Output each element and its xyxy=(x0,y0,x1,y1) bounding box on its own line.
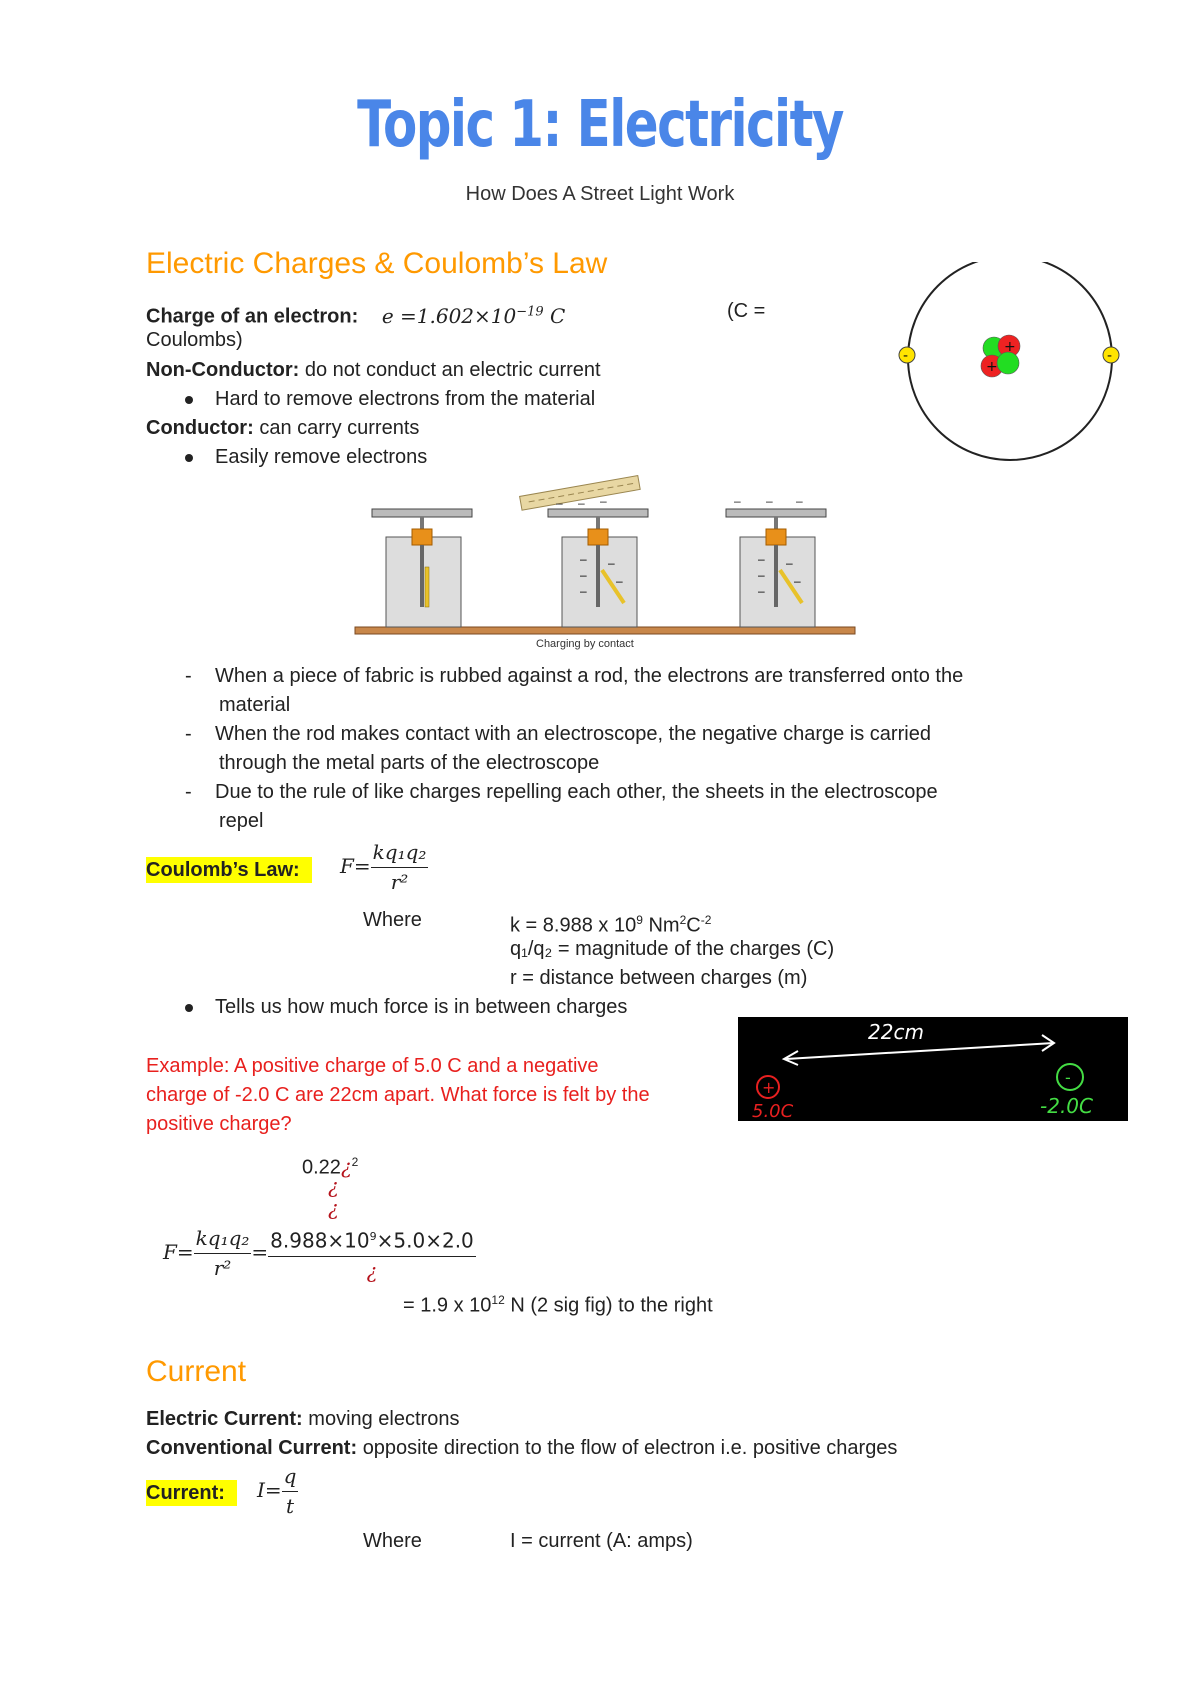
coulomb-law-label: Coulomb’s Law: xyxy=(146,856,312,885)
svg-text:–: – xyxy=(794,574,801,588)
force-bullet: Tells us how much force is in between charges xyxy=(185,993,627,1022)
i-definition: I = current (A: amps) xyxy=(510,1530,693,1552)
blackboard-right-sign: - xyxy=(1065,1068,1071,1087)
conventional-current-def: Conventional Current: opposite direction to the flow of electron i.e. positive charges xyxy=(146,1437,898,1459)
nonconductor-def: Non-Conductor: do not conduct an electric current xyxy=(146,359,601,381)
calc-formula: F= $\frac{\text{kq₁q₂}}{\text{r²}}$ = $\frac{8.988\times 10^9\times 5.0\times 2.0}{¿}$ xyxy=(163,1222,476,1286)
k-definition: k = 8.988 x $10^9$ $Nm^2C^{-2}$ xyxy=(510,913,712,937)
svg-text:–: – xyxy=(766,494,773,508)
calc-top: 0.22¿$^2$ xyxy=(302,1154,359,1179)
dash-item-1: - When a piece of fabric is rubbed against a rod, the electrons are transferred onto the material xyxy=(185,665,964,716)
coulomb-where: Where xyxy=(363,909,422,931)
nonconductor-bullet: Hard to remove electrons from the material xyxy=(185,385,595,414)
conductor-bullet: Easily remove electrons xyxy=(185,443,427,472)
page-title: Topic 1: Electricity xyxy=(357,88,843,162)
diagram-caption: Charging by contact xyxy=(536,638,634,650)
electric-current-def: Electric Current: moving electrons xyxy=(146,1408,460,1430)
electroscope-diagram xyxy=(350,475,860,655)
atom-diagram xyxy=(890,262,1130,462)
svg-text:–: – xyxy=(556,496,563,510)
svg-text:–: – xyxy=(796,494,803,508)
section-heading-current: Current xyxy=(146,1355,247,1388)
svg-text:–: – xyxy=(608,556,615,570)
atom-electron-sign-left: - xyxy=(903,348,909,364)
electron-charge-label: Charge of an electron: xyxy=(146,305,359,328)
r-definition: r = distance between charges (m) xyxy=(510,967,808,989)
current-formula: I= $\frac{q}{t}$ xyxy=(257,1464,297,1518)
svg-text:–: – xyxy=(758,584,765,598)
dash-item-2: - When the rod makes contact with an electroscope, the negative charge is carried through the metal parts of the electroscope xyxy=(185,723,931,774)
svg-text:–: – xyxy=(580,552,587,566)
svg-text:–: – xyxy=(758,552,765,566)
svg-text:–: – xyxy=(734,494,741,508)
electron-charge-formula: $e =1.602\times 10^{-19}$ C xyxy=(381,303,566,328)
coulombs-note-a: (C = xyxy=(727,300,766,322)
svg-text:–: – xyxy=(758,568,765,582)
calc-unknown-1: ¿ xyxy=(328,1174,339,1198)
current-where: Where xyxy=(363,1530,422,1552)
coulomb-law-formula: F= $\frac{\text{kq₁q₂}}{\text{r²}}$ xyxy=(340,840,427,894)
page-subtitle: How Does A Street Light Work xyxy=(465,183,735,205)
conductor-def: Conductor: can carry currents xyxy=(146,417,420,439)
blackboard-right-charge: -2.0C xyxy=(1040,1094,1093,1118)
svg-text:–: – xyxy=(578,496,585,510)
section-heading-charges: Electric Charges & Coulomb’s Law xyxy=(146,247,608,280)
svg-text:+: + xyxy=(1004,339,1016,355)
svg-text:–: – xyxy=(786,556,793,570)
dash-item-3: - Due to the rule of like charges repelling each other, the sheets in the electroscope repel xyxy=(185,781,938,832)
svg-text:–: – xyxy=(600,494,607,508)
calc-unknown-2: ¿ xyxy=(328,1196,339,1220)
svg-text:–: – xyxy=(580,568,587,582)
blackboard-left-charge: 5.0C xyxy=(752,1101,794,1121)
svg-text:–: – xyxy=(580,584,587,598)
blackboard-diagram xyxy=(738,1017,1128,1121)
atom-electron-sign-right: - xyxy=(1107,348,1113,364)
example-text: Example: A positive charge of 5.0 C and a negative charge of -2.0 C are 22cm apart. What force is felt by the positive charge? xyxy=(146,1055,650,1135)
q-definition: q₁/q₂ = magnitude of the charges (C) xyxy=(510,938,835,960)
blackboard-distance: 22cm xyxy=(868,1020,924,1044)
coulombs-note-b: Coulombs) xyxy=(146,329,243,351)
svg-text:–: – xyxy=(616,574,623,588)
blackboard-left-sign: + xyxy=(762,1078,776,1097)
calc-result: = 1.9 x $10^{12}$ N (2 sig fig) to the right xyxy=(403,1293,713,1317)
current-label: Current: xyxy=(146,1479,237,1508)
svg-text:+: + xyxy=(986,359,998,375)
